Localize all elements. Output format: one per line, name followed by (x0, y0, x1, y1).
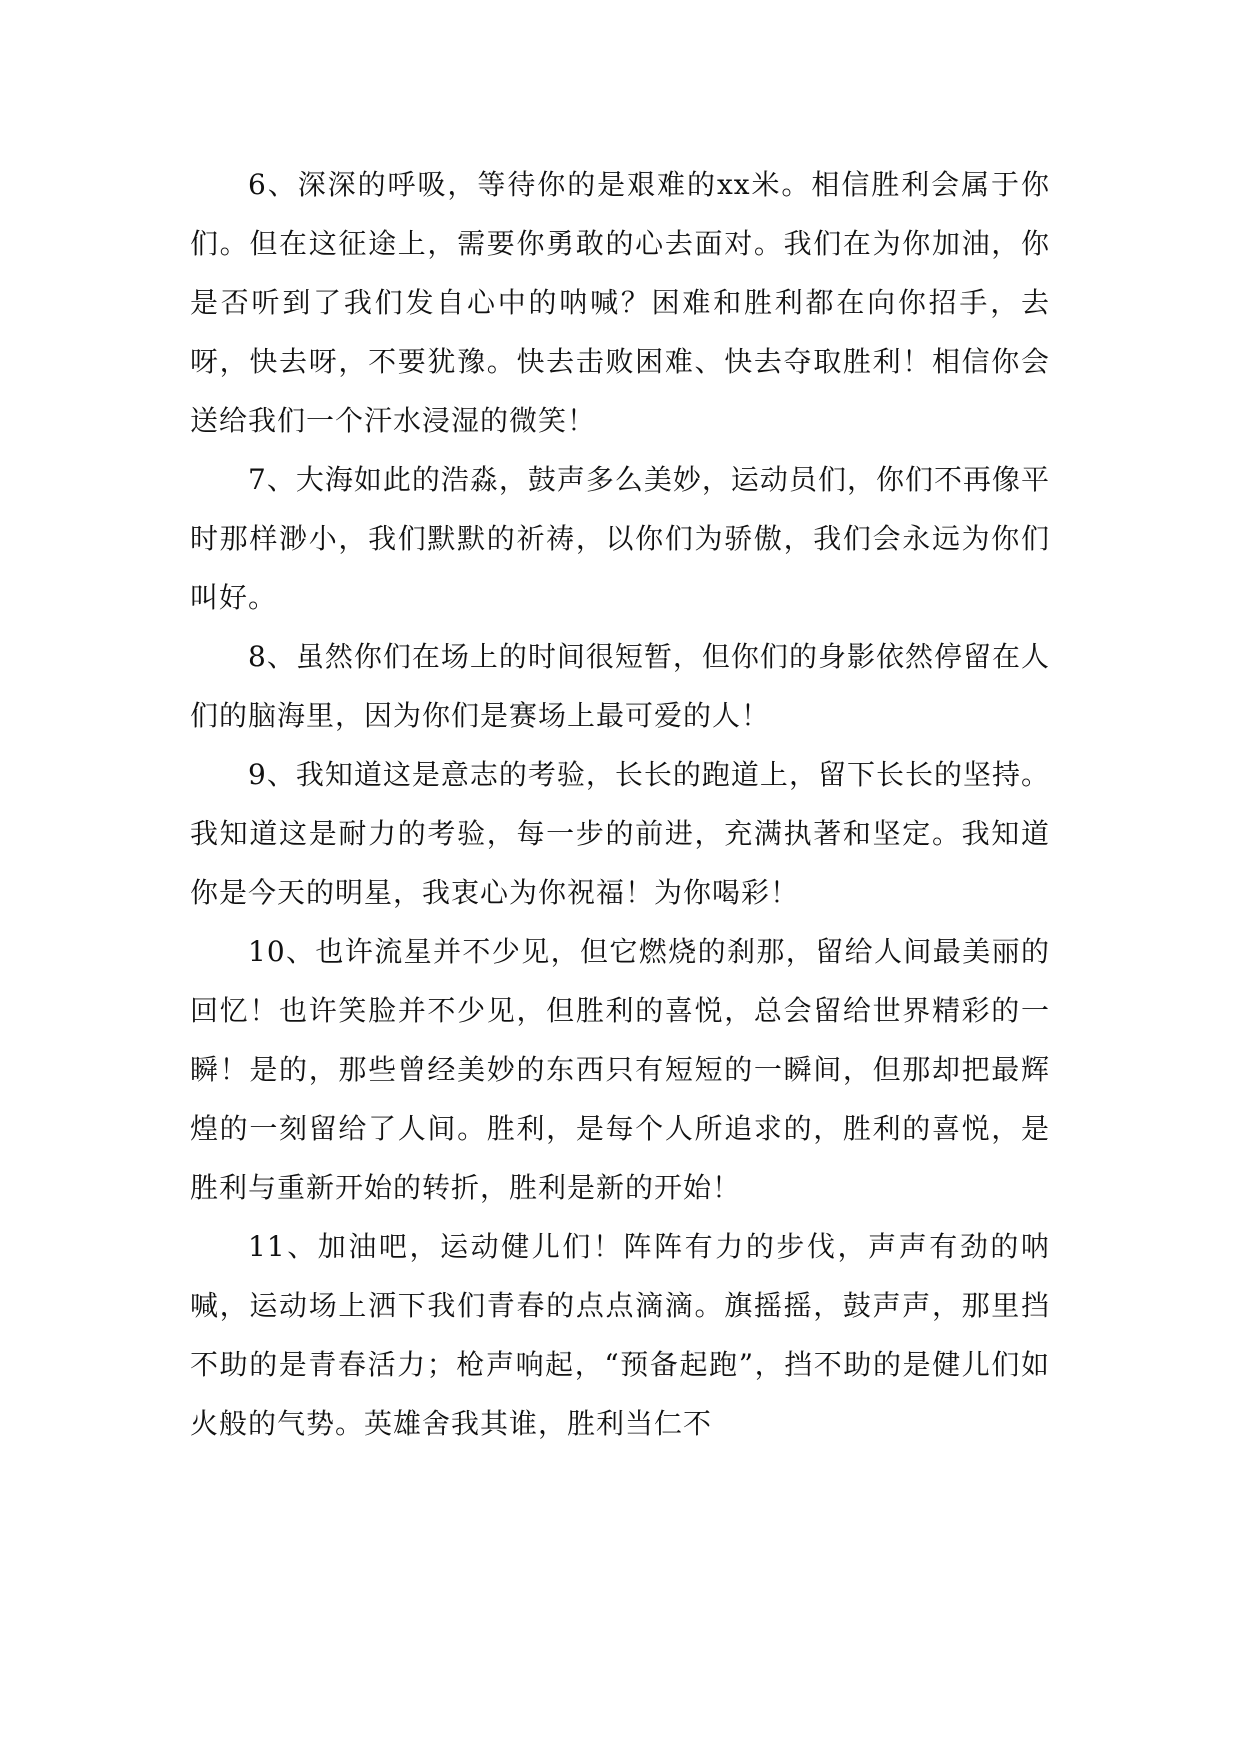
paragraph-6: 6、深深的呼吸，等待你的是艰难的xx米。相信胜利会属于你们。但在这征途上，需要你勇敢的心去面对。我们在为你加油，你是否听到了我们发自心中的呐喊？困难和胜利都在向你招手，去呀，快去呀，不要犹豫。快去击败困难、快去夺取胜利！相信你会送给我们一个汗水浸湿的微笑！ (190, 168, 1050, 437)
document-body (190, 155, 1050, 1453)
paragraph-11: 11、加油吧，运动健儿们！阵阵有力的步伐，声声有劲的呐喊，运动场上洒下我们青春的点点滴滴。旗摇摇，鼓声声，那里挡不助的是青春活力；枪声响起，“预备起跑”，挡不助的是健儿们如火般的气势。英雄舍我其谁，胜利当仁不 (190, 1230, 1050, 1440)
paragraph-7: 7、大海如此的浩淼，鼓声多么美妙，运动员们，你们不再像平时那样渺小，我们默默的祈祷，以你们为骄傲，我们会永远为你们叫好。 (190, 463, 1050, 614)
paragraph-9: 9、我知道这是意志的考验，长长的跑道上，留下长长的坚持。我知道这是耐力的考验，每一步的前进，充满执著和坚定。我知道你是今天的明星，我衷心为你祝福！为你喝彩！ (190, 758, 1050, 909)
paragraph-8: 8、虽然你们在场上的时间很短暂，但你们的身影依然停留在人们的脑海里，因为你们是赛场上最可爱的人！ (190, 640, 1050, 732)
paragraph-10: 10、也许流星并不少见，但它燃烧的刹那，留给人间最美丽的回忆！也许笑脸并不少见，但胜利的喜悦，总会留给世界精彩的一瞬！是的，那些曾经美妙的东西只有短短的一瞬间，但那却把最辉煌的一刻留给了人间。胜利，是每个人所追求的，胜利的喜悦，是胜利与重新开始的转折，胜利是新的开始！ (190, 935, 1050, 1204)
